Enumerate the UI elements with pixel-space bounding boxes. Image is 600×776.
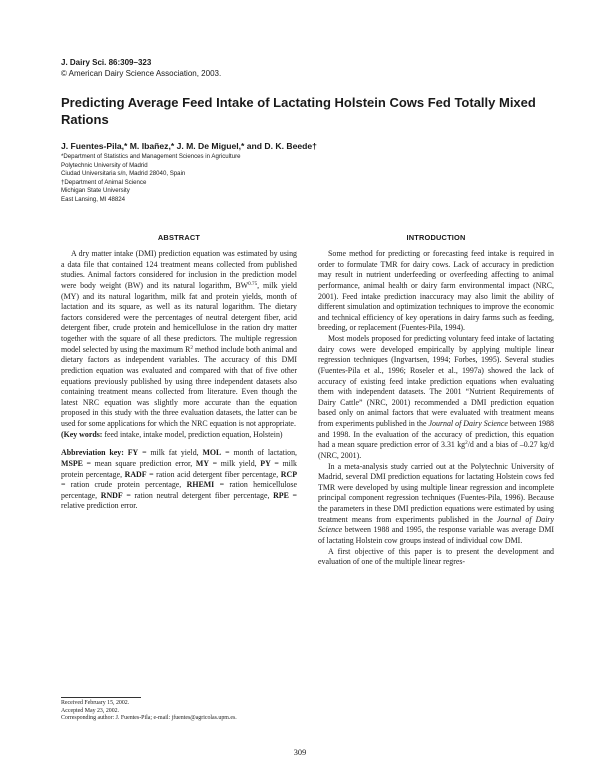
affiliation-line: *Department of Statistics and Management Sciences in Agriculture xyxy=(61,153,241,160)
footnote-accepted: Accepted May 23, 2002. xyxy=(61,707,120,714)
abstract-heading: ABSTRACT xyxy=(157,233,201,242)
keywords: (Key words: feed intake, intake model, prediction equation, Holstein) xyxy=(61,429,283,439)
keywords-label: (Key words: xyxy=(61,429,103,439)
footnote-received: Received February 15, 2002. xyxy=(61,700,130,706)
affiliation-line: East Lansing, MI 48824 xyxy=(61,195,126,203)
introduction-column xyxy=(318,249,554,568)
abbreviation-key: Abbreviation key: FY = milk fat yield, MOL = month of lactation, MSPE = mean square prediction error, MY = milk yield, PY = milk protein percentage, RADF = ration acid detergent fiber percentage, RCP = ration crude protein percentage, RHEMI = ration hemicellulose percentage, RNDF = ration neutral detergent fiber percentage, RPE = relative prediction error. xyxy=(61,448,298,511)
intro-paragraph: A first objective of this paper is to present the development and evaluation of one of the multiple linear regres- xyxy=(318,546,554,567)
intro-paragraph: Some method for predicting or forecasting feed intake is required in order to formulate TMR for dairy cows. Lack of accuracy in prediction may result in nutrient underfeeding or overfeeding affecting to animal performance, animal health or dairy farm environmental impact (NRC, 2001). Feed intake prediction inaccuracy may also limit the ability of different simulation and optimization techniques to improve the economic and technical efficiency of key operations in dairy farms such as feeding, breeding, or replacement (Fuentes-Pila, 1994). xyxy=(318,249,554,333)
footnotes xyxy=(61,700,297,723)
affiliations xyxy=(61,153,241,205)
abstract-paragraph: A dry matter intake (DMI) prediction equation was estimated by using a data file that contained 124 treatment means collected from published studies. Animal factors considered for inclusion in the prediction model were body weight (BW) and its natural logarithm, $BW^{0.75}$, milk yield (MY) and its natural logarithm, milk fat and protein yields, month of lactation and its square, as well as its natural logarithm. The dietary factors considered were the percentages of neutral detergent fiber, acid detergent fiber, crude protein and hemicellulose in the ration dry matter together with the square of all these predictors. The multiple regression model selected by using the maximum $R^2$ method include both animal and dietary factors as independent variables. The accuracy of this DMI prediction equation was evaluated and compared with that of five other equations previously published by using three independent datasets also containing treatment means collected from literature. Even though the latest NRC equation was slightly more accurate than the equation proposed in this study with the three evaluation datasets, the latter can be used for some applications for which the NRC equation is not appropriate. xyxy=(61,249,298,428)
article-title: Predicting Average Feed Intake of Lactating Holstein Cows Fed Totally Mixed Rations xyxy=(61,95,536,127)
journal-citation: J. Dairy Sci. 86:309–323 xyxy=(61,58,152,67)
intro-paragraph: In a meta-analysis study carried out at the Polytechnic University of Madrid, several DMI prediction equations for lactating Holstein cows fed TMR were developed by using multiple linear regression and incomplete principal component regression techniques (Fuentes-Pila, 1996). Because the parameters in these DMI prediction equations were estimated by using treatment means from experiments published in the Journal of Dairy Science between 1988 and 1995, the response variable was average DMI of lactating Holstein cow groups instead of individual cow DMI. xyxy=(318,461,555,545)
page-number: 309 xyxy=(293,748,307,757)
journal-copyright: © American Dairy Science Association, 2003. xyxy=(61,68,222,78)
abstract-column xyxy=(61,249,297,512)
affiliation-line: Ciudad Universitaria s/n, Madrid 28040, Spain xyxy=(61,170,186,178)
author-list: J. Fuentes-Pila,* M. Ibañez,* J. M. De Miguel,* and D. K. Beede† xyxy=(61,141,317,151)
affiliation-line: Michigan State University xyxy=(61,187,130,195)
footnote-corresponding-author: Corresponding author: J. Fuentes-Pila; e-mail: jfuentes@agricolas.upm.es. xyxy=(61,715,237,722)
affiliation-line: †Department of Animal Science xyxy=(61,178,147,186)
intro-paragraph: Most models proposed for predicting voluntary feed intake of lactating dairy cows were developed empirically by applying multiple linear regression techniques (Ingvartsen, 1994; Forbes, 1995). Several studies (Fuentes-Pila et al., 1996; Roseler et al., 1997a) showed the lack of accuracy of existing feed intake prediction equations when evaluating them with independent datasets. The 2001 “Nutrient Requirements of Dairy Cattle” (NRC, 2001) recommended a DMI prediction equation based only on animal factors that were evaluated with treatment means from experiments published in the Journal of Dairy Science between 1988 and 1998. In the evaluation of the accuracy of prediction, this equation had a mean square prediction error of 3.31 $kg^2/d$ and a bias of –0.27 kg/d (NRC, 2001). xyxy=(318,334,555,460)
journal-header xyxy=(61,58,221,79)
abbreviation-key-label: Abbreviation key: xyxy=(61,448,124,458)
footnote-divider xyxy=(61,697,141,698)
introduction-heading: INTRODUCTION xyxy=(406,233,466,242)
affiliation-line: Polytechnic University of Madrid xyxy=(61,161,148,169)
